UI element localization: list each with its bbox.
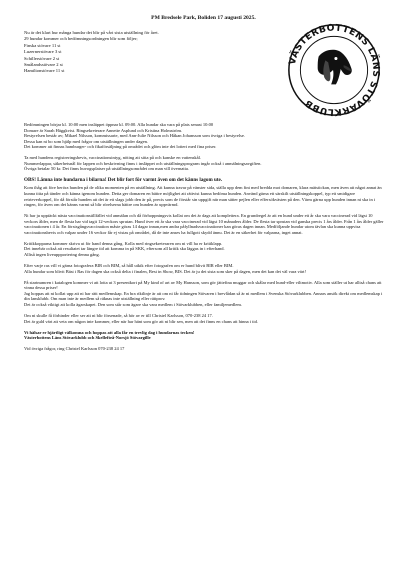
intro-block (24, 30, 274, 75)
breed-count-finska: Finska stövare 11 st (24, 42, 61, 48)
breed-count-hamilton: Hamiltonstövare 11 st (24, 68, 65, 74)
hound-dog-icon (318, 50, 352, 85)
breed-count-luzerner: Luzernerstövare 3 st (24, 49, 62, 55)
warning-heading: OBS! Lämna inte hundarna i bilarna! Det blir fort för varmt även om det känns lagom ute. (24, 177, 223, 184)
body-content (24, 122, 384, 357)
closing-paragraph: Vi hälsar er hjärtligt välkomna och hoppas att alla får en trevlig dag i hundarnas tecken! Västerbottens Läns Stövarklubb och Skellefteå-Norsjö Stövargille (24, 329, 195, 341)
contact-line: Vid övriga frågor, ring Christel Karlsson 070-238 24 17 (24, 346, 125, 352)
intro-line: 29 hundar kommer och bedömningsordningen blir som följer; (24, 36, 138, 42)
breed-count-smaland: Smålandsstövare 2 st (24, 62, 63, 68)
intro-line: Nu är det klart hur många hundar det blir på vårt sista utställning för året. (24, 30, 159, 35)
absence-paragraph: Om ni skulle få förhinder eller ser att ni blir försenade, så hör av er till Christel Karlsson, 070-238 24 17. Det är guld värt att veta om någon inte kommer, eller när har hänt som gör att ni blir sen, men att det finns en chans att hinna i tid. (24, 313, 259, 324)
photo-paragraph: Efter varje ras vill vi gärna fotografera BIR och BIM, så håll utkik efter fotografen om er hund blivit BIR eller BIM. Alla hundar som blivit Bäst i Ras för dagen ska också delta i finalen, Best in Show, BIS. Det är ju det sista som sker på dagen, men det kan det väl vara värt! (24, 263, 307, 274)
prizes-paragraph: På startnumren i katalogen kommer vi att lotta ut 3 presentkort på My kind of art av My Hansson, som gör jättefina muggar och skålar med hund-eller viltmotiv. Alla som ställer ut har alltså chans att vinna dessa priser! Jag hoppas att ni kollat upp att ni har rätt medlemskap. En bra riktlinje är att om ni får tidningen Stövaren i brevlådan så är ni medlem i Svenska Stövarklubben. Annars ansök direkt om medlemskap i din lansklubb. Om man inte är medlem så räknas inte utställning eller rättprov. Det är också viktigt att kolla ägarskapet. Den som står som ägare ska vara medlem i Stövarklubben, eller familjemedlem. (24, 279, 383, 307)
handling-paragraph: Kom ihåg att före beröra hunden på de olika momenten på en utställning. Att kunna travar på vänster sida, ställa upp dem fint med bredda mot domaren, klara mätstickan, men även att något annat än kunna titta på tänder och känna igenom hunden. Detta ger domaren en bättre möjlighet att rättvist kunna bedöma hunden. Använd gärna ett särskilt utställningskoppel, typ ett smidigare retrieverkoppel, för då förstår hunden att det är ett slags jobb den är på, precis som de förstår sin uppgift när man sätter pejlen eller effersökvästen på den. Värm gärna upp hunden innan ni ska in i ringen, för även om det känns varmt så blir rörelserna bättre om hunden är uppvärmd. (24, 185, 382, 208)
vaccination-paragraph: Ni har ju upptäckt nästa vaccinationstillfället vid anmälan och då förhoppningsvis kollat om det är dags att komplettera. En grundregel är att en hund under ett år ska vara vaccinerad vid lägst 10 veckors ålder, men de flesta har vid tagit 12-veckors sprutan. Hund över ett år ska vara vaccinerad vid lägst 10 månaders ålder. De flesta tar sprutan vid ganska precis 1 års ålder. Från 1 års ålder gäller vaccinationen i 4 år. En förstsgångsvaccination måste göras 14 dagar innan,men andra påfyllnadsvaccinationer kan göras dagen innan. Medföljande hundar utom tävlan ska kunna uppvisa vaccinationsbevis och valpar under 16 veckor får ej vistas på området, då de inte anses ha fullgott skydd ännu. Det är en säkerhet för valparna, inget annat. (24, 213, 384, 235)
critique-paragraph: Kritikkopparna kommer skriva ut för hand denna gång. Kolla med ringsekreteraren om ni vill ha er kritiklapp. Det innebär också att resultatet tar längre tid att komma in på SKK, eftersom all kritik ska läggas in i efterhand. Alltså ingen liveuppportering denna gång. (24, 240, 225, 258)
club-logo (286, 22, 382, 118)
schedule-paragraph: Bedömningen börjar kl. 10:00 men insläppet öppnar kl. 09:00. Alla hundar ska vara på plats senast 10:00 Domare är Sarah Häggkvist. Ringsekreterare Annette Asplund och Kristina Holmström. Bestyrelsen består av; Mikael Nilsson, kommissarie, med Ann-Julie Nilsson och Håkan Johansson som övriga i bestyrelse. Dessa kan ni bo som hjälp med frågor om utställningen under dagen. Det kommer att finnas hamburger- och fikaförsäljning på området och glöm inte det lotteri med fina priser. (24, 122, 245, 150)
breed-count-schiller: Schillerstövare 2 st (24, 55, 60, 61)
documents-paragraph: Ta med hundens registreringsbevis, vaccinationsintyg, nöting att sitta på och kanske en vattenskål. Nummerlappar, säkerhetsnål för lappen och beskrivning finns i insläppet och utställningsprogram ingår också i anmälningsavgiften. Övriga betalar 50 kr. Det finns huvogsplatser på utställningsområdet om man vill övernatta. (24, 155, 262, 172)
document-title: PM Bredsele Park, Boliden 17 augusti 2025. (151, 15, 256, 21)
logo-text: VÄSTERBOTTENS LÄNS STÖVARKLUBB (286, 22, 382, 118)
